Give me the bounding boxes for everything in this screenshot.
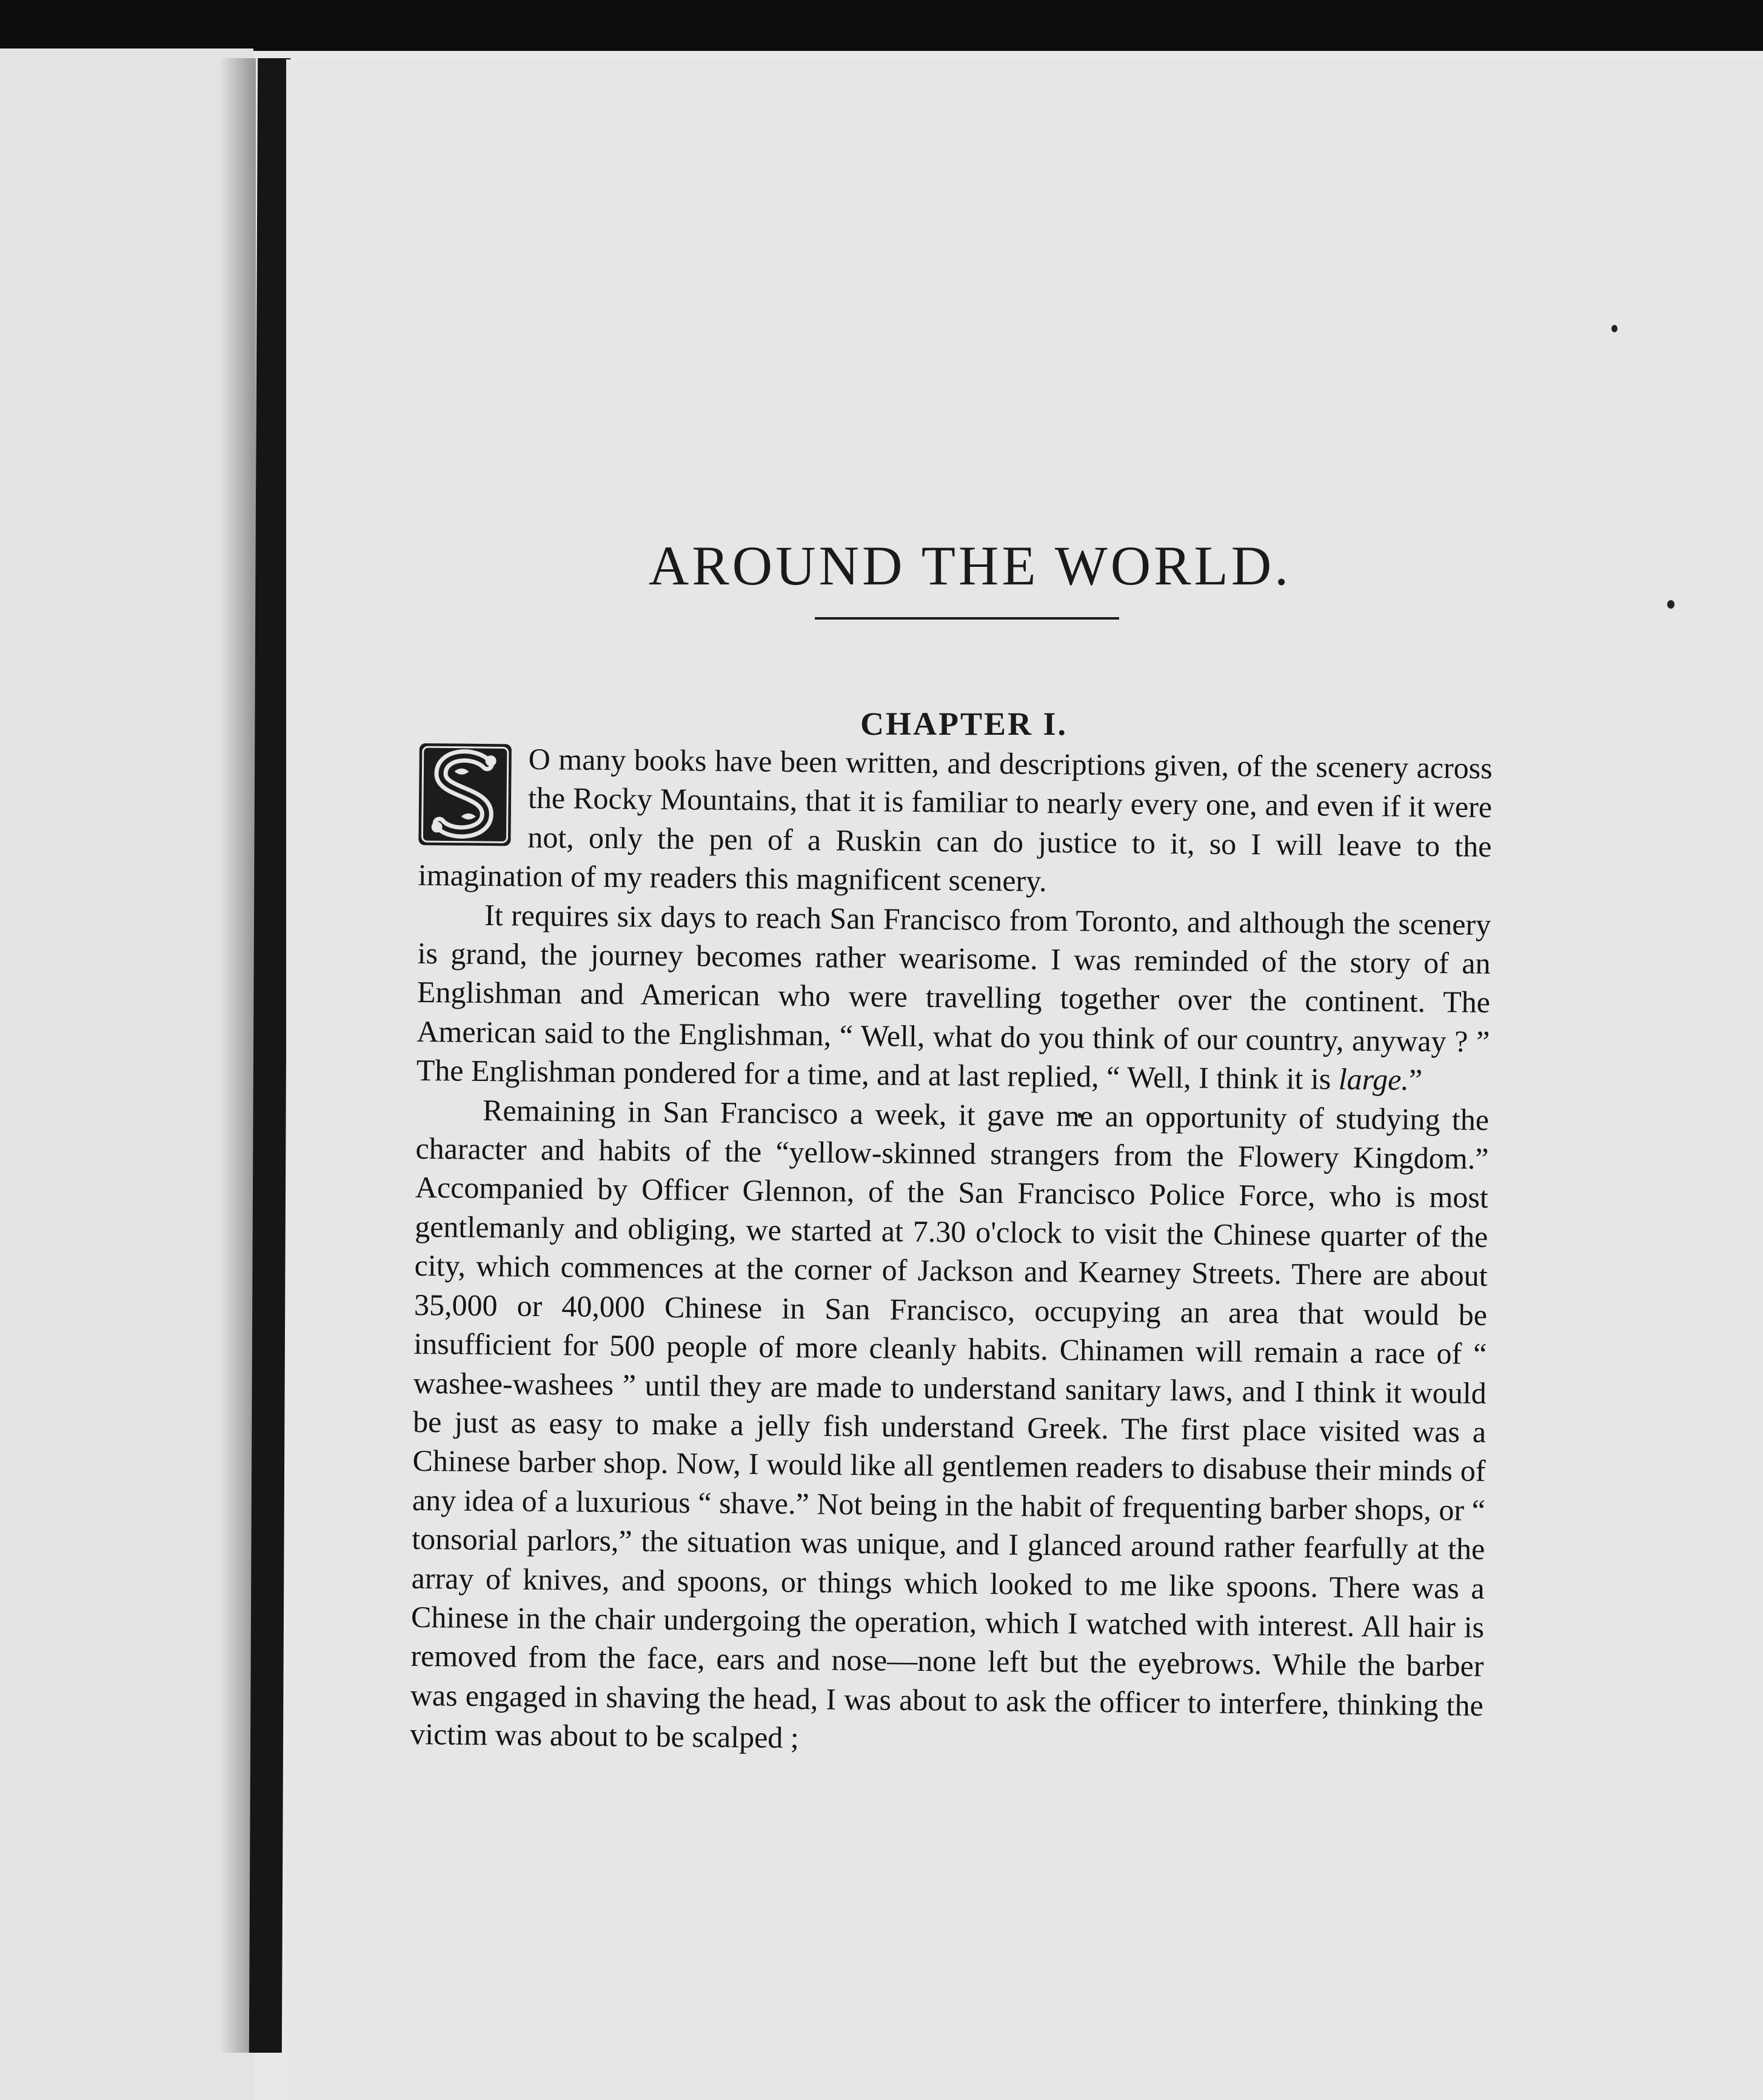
- paragraph-2: It requires six days to reach San Francisco from Toronto, and although the scenery is grand, the journey becomes rather wearisome. I was reminded of the story of an Englishman and American who were travelling together over the continent. The American said to the Englishman, “ Well, what do you think of our country, anyway ? ” The Englishman pondered for a time, and at last replied, “ Well, I think it is large.”: [416, 897, 1491, 1097]
- body-text: [410, 738, 1493, 1764]
- ornamental-s-glyph: [418, 743, 512, 846]
- page-speck: [1611, 325, 1617, 332]
- paragraph-1: O many books have been written, and descriptions given, of the scenery across the Rocky Mountains, that it is familiar to nearly every one, and even if it were not, only the pen of a Ruskin can do justice to it, so I will leave to the imagination of my readers this magnificent scenery.: [418, 741, 1493, 898]
- scanner-top-band: [0, 0, 1763, 51]
- page-speck: [1667, 600, 1674, 609]
- emphasis-large: large.: [1338, 1062, 1410, 1097]
- chapter-heading: CHAPTER I.: [860, 705, 1068, 742]
- paragraph-3: Remaining in San Francisco a week, it gave me an opportunity of studying the character and habits of the “yellow-skinned strangers from the Flowery Kingdom.” Accompanied by Officer Glennon, of the San Francisco Police Force, who is most gentlemanly and obliging, we started at 7.30 o'clock to visit the Chinese quarter of the city, which commences at the corner of Jackson and Kearney Streets. There are about 35,000 or 40,000 Chinese in San Francisco, occupying an area that would be insufficient for 500 people of more cleanly habits. Chinamen will remain a race of “ washee-washees ” until they are made to understand sanitary laws, and I think it would be just as easy to make a jelly fish understand Greek. The first place visited was a Chinese barber shop. Now, I would like all gentlemen readers to disabuse their minds of any idea of a luxurious “ shave.” Not being in the habit of frequenting barber shops, or “ tonsorial parlors,” the situation was unique, and I glanced around rather fearfully at the array of knives, and spoons, or things which looked to me like spoons. There was a Chinese in the chair undergoing the operation, which I watched with interest. All hair is removed from the face, ears and nose—none left but the eyebrows. While the barber was engaged in shaving the head, I was about to ask the officer to interfere, thinking the victim was about to be scalped ;: [409, 1092, 1490, 1755]
- ornamental-drop-cap-s-icon: [418, 743, 512, 846]
- left-page-leaf: [0, 48, 253, 2100]
- book-title: AROUND THE WORLD.: [648, 534, 1292, 597]
- title-rule: [815, 617, 1119, 620]
